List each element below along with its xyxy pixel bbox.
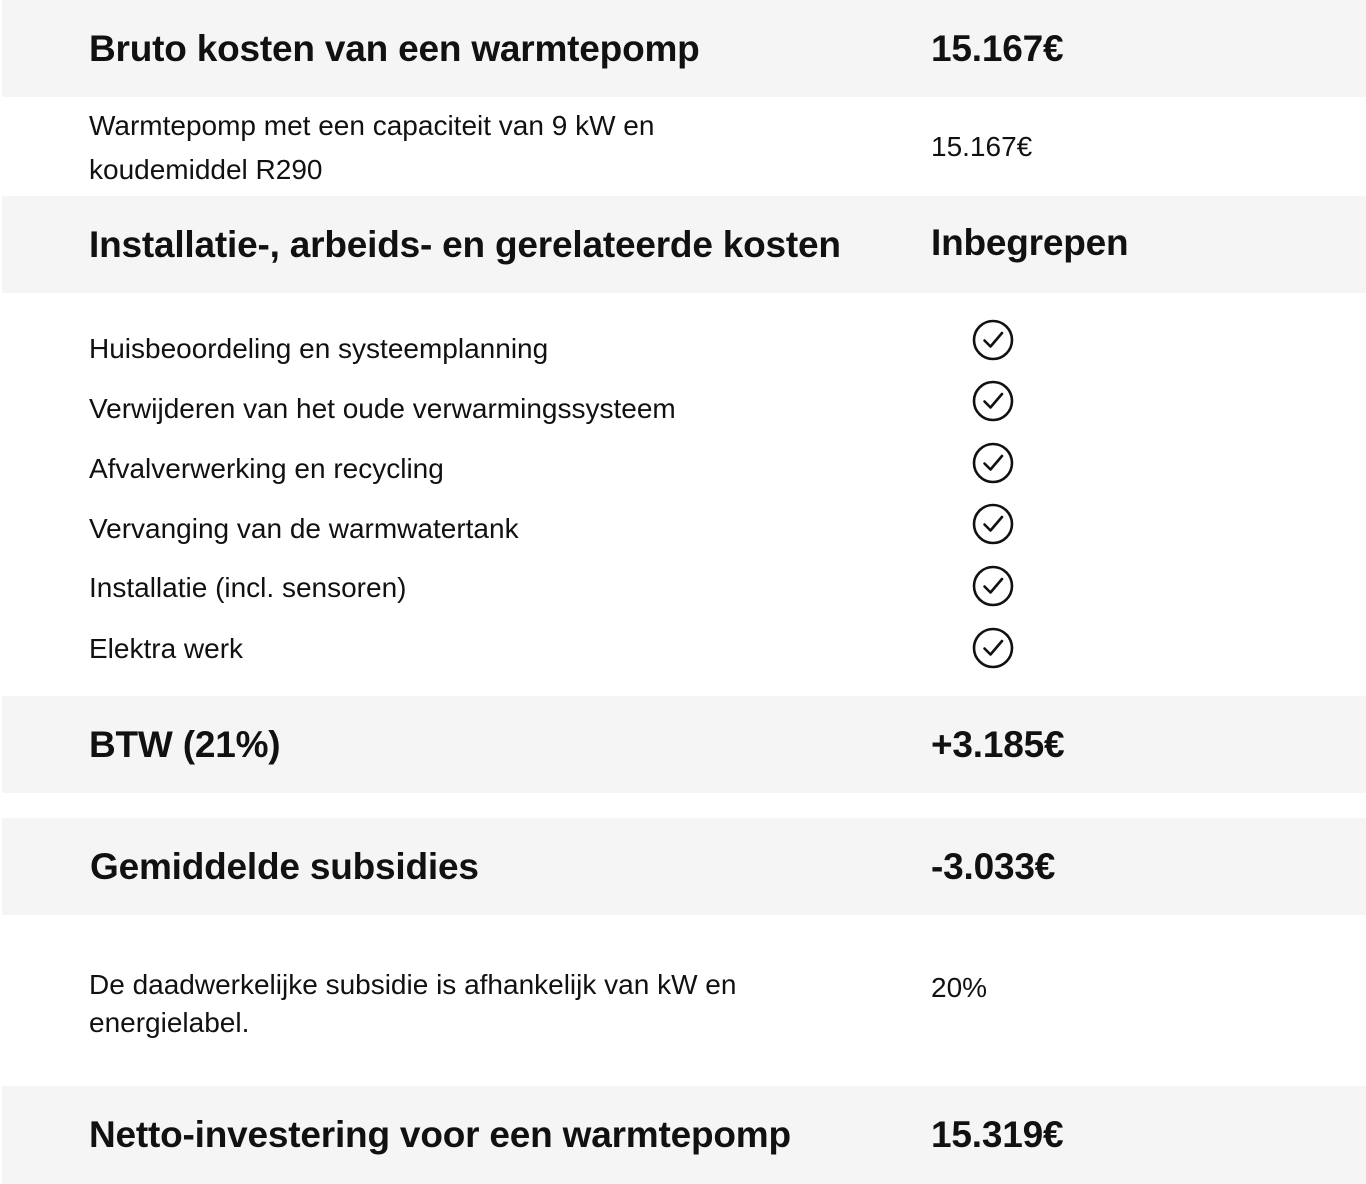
list-item: Verwijderen van het oude verwarmingssysteem — [89, 393, 676, 424]
check-circle-icon — [972, 503, 1014, 545]
gross-cost-value: 15.167€ — [931, 28, 1064, 69]
subsidy-percentage: 20% — [931, 972, 988, 1003]
heat-pump-label — [89, 104, 654, 192]
vat-value: +3.185€ — [931, 724, 1065, 765]
heat-pump-value: 15.167€ — [931, 131, 1033, 162]
list-item: Elektra werk — [89, 633, 244, 664]
subsidies-value: -3.033€ — [931, 846, 1056, 887]
subsidy-note — [89, 966, 736, 1042]
check-circle-icon — [972, 442, 1014, 484]
subsidy-note-line2: energielabel. — [89, 1007, 250, 1038]
subsidy-note-line1: De daadwerkelijke subsidie is afhankelijk van kW en — [89, 969, 737, 1000]
check-circle-icon — [972, 627, 1014, 669]
gross-cost-label: Bruto kosten van een warmtepomp — [89, 28, 700, 69]
list-item: Afvalverwerking en recycling — [89, 453, 444, 484]
check-circle-icon — [972, 319, 1014, 361]
check-circle-icon — [972, 565, 1014, 607]
check-circle-icon — [972, 380, 1014, 422]
vat-label: BTW (21%) — [89, 724, 281, 765]
heat-pump-label-line1: Warmtepomp met een capaciteit van 9 kW en — [89, 110, 655, 141]
list-item: Vervanging van de warmwatertank — [89, 513, 519, 544]
list-item: Huisbeoordeling en systeemplanning — [89, 333, 549, 364]
installation-label: Installatie-, arbeids- en gerelateerde kosten — [89, 224, 841, 265]
list-item: Installatie (incl. sensoren) — [89, 572, 407, 603]
subsidies-label: Gemiddelde subsidies — [90, 846, 479, 887]
heat-pump-label-line2: koudemiddel R290 — [89, 154, 323, 185]
installation-value: Inbegrepen — [931, 222, 1129, 263]
net-investment-value: 15.319€ — [931, 1114, 1064, 1155]
net-investment-label: Netto-investering voor een warmtepomp — [89, 1114, 791, 1155]
